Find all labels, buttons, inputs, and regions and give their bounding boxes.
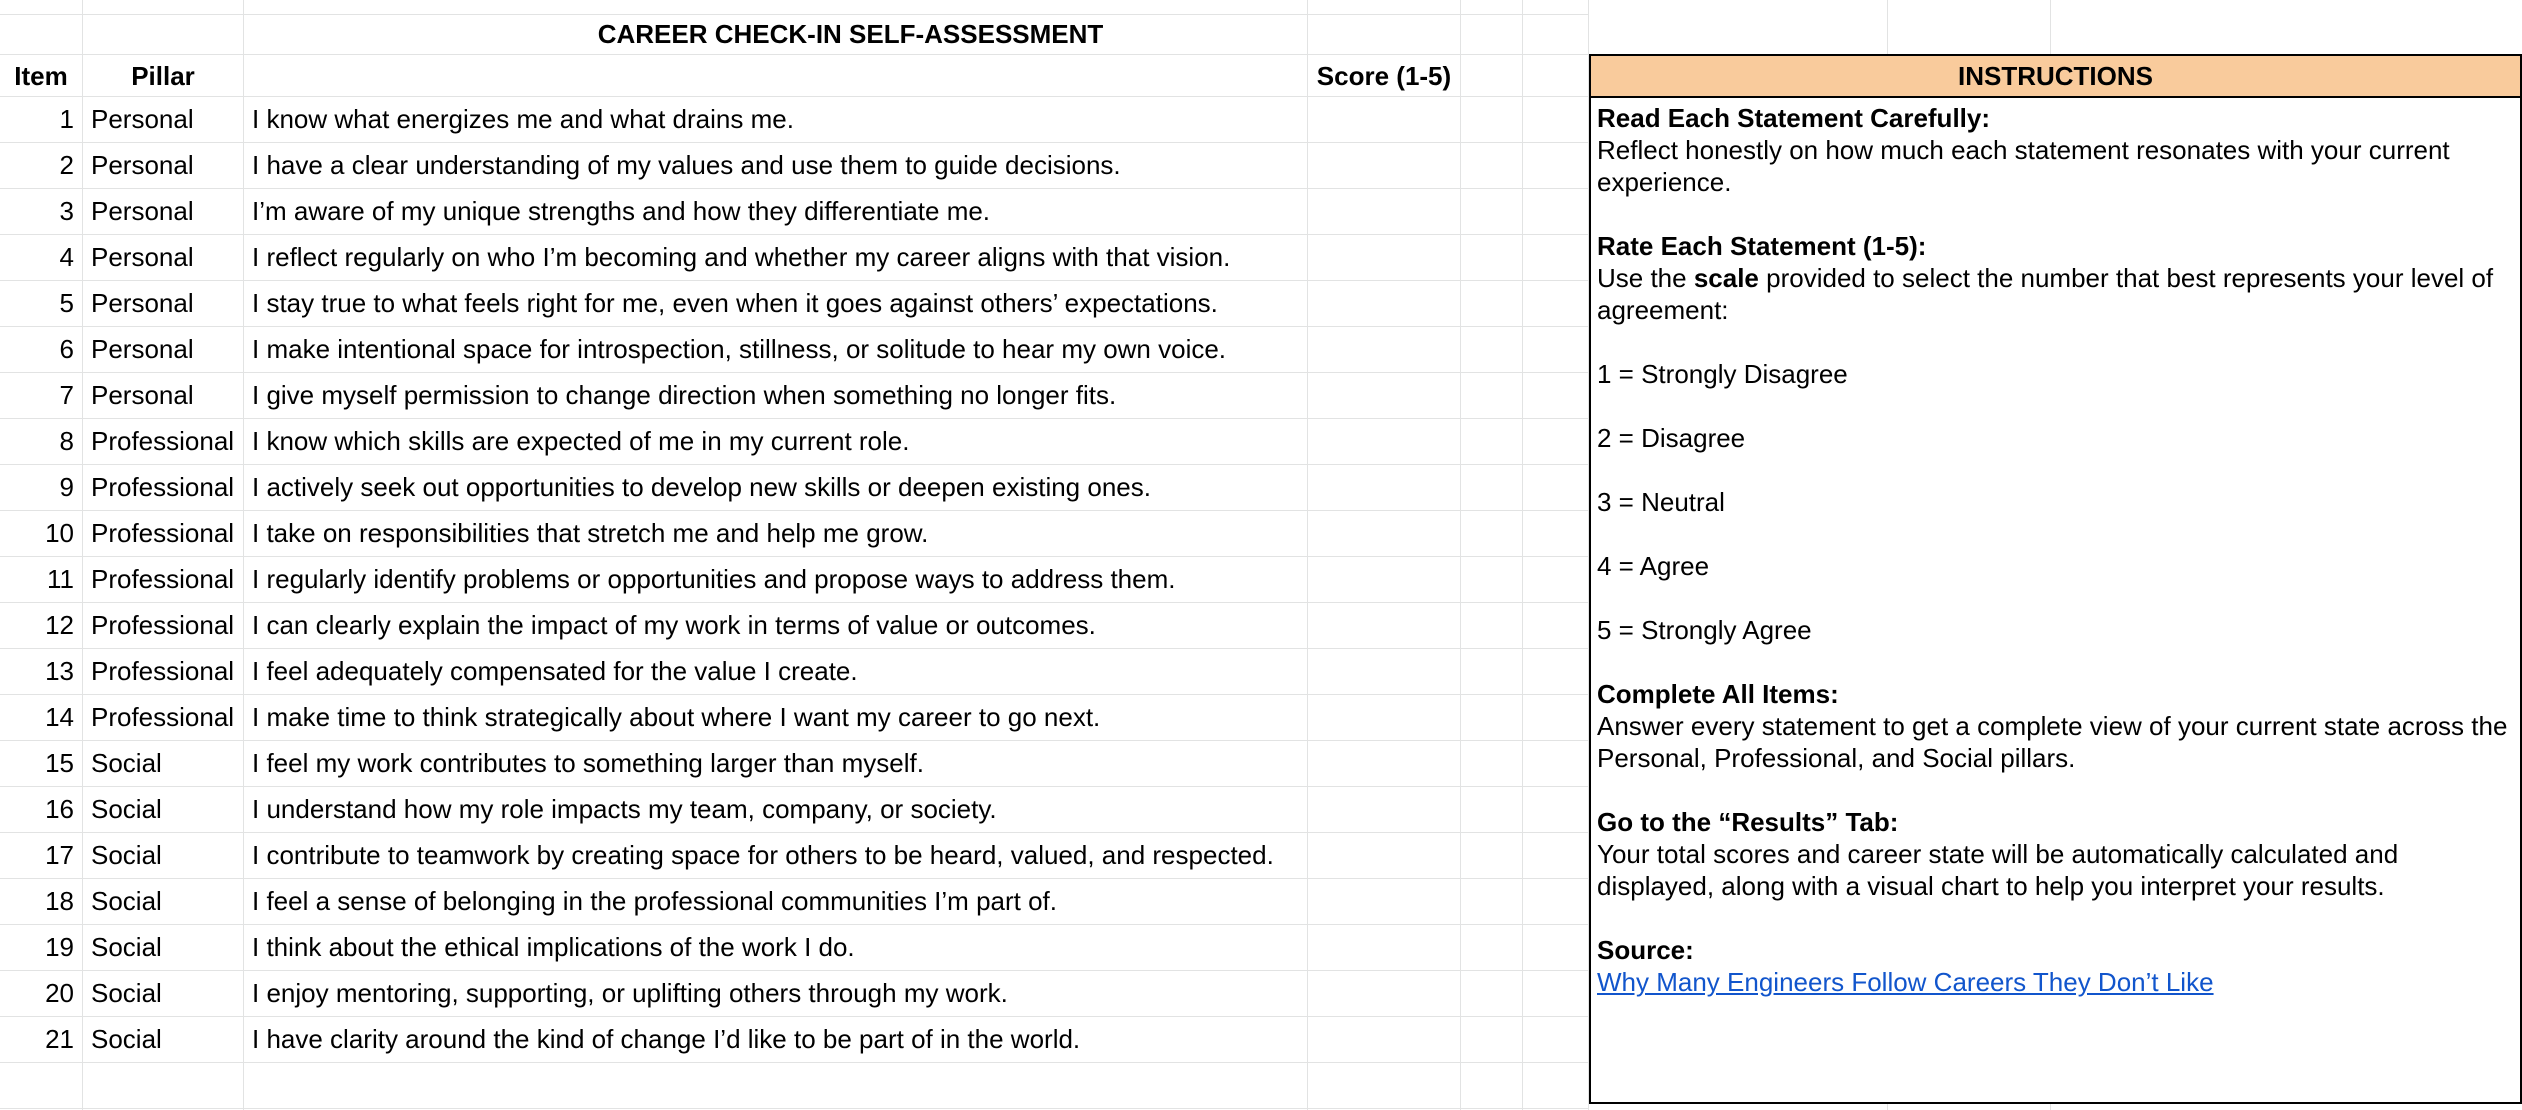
grid-row-line bbox=[0, 970, 1588, 971]
statement-cell[interactable]: I can clearly explain the impact of my work in terms of value or outcomes. bbox=[252, 610, 1096, 640]
pillar-cell[interactable]: Social bbox=[91, 978, 162, 1008]
score-cell[interactable] bbox=[1308, 290, 1460, 326]
grid-row-line bbox=[0, 740, 1588, 741]
scale-1: 1 = Strongly Disagree bbox=[1597, 359, 1848, 389]
statement-cell[interactable]: I reflect regularly on who I’m becoming and whether my career aligns with that vision. bbox=[252, 242, 1231, 272]
item-number[interactable]: 19 bbox=[45, 932, 74, 962]
complete-text: Answer every statement to get a complete view of your current state across the Personal, Professional, and Social pillars. bbox=[1597, 711, 2508, 773]
grid-row-line bbox=[0, 418, 1588, 419]
source-heading: Source: bbox=[1597, 935, 1694, 965]
item-number[interactable]: 10 bbox=[45, 518, 74, 548]
pillar-cell[interactable]: Personal bbox=[91, 334, 194, 364]
grid-row-line bbox=[0, 1108, 1588, 1109]
header-score[interactable]: Score (1-5) bbox=[1316, 61, 1452, 91]
statement-cell[interactable]: I give myself permission to change direction when something no longer fits. bbox=[252, 380, 1117, 410]
score-cell[interactable] bbox=[1308, 980, 1460, 1016]
score-cell[interactable] bbox=[1308, 244, 1460, 280]
item-number[interactable]: 3 bbox=[59, 196, 74, 226]
pillar-cell[interactable]: Social bbox=[91, 932, 162, 962]
statement-cell[interactable]: I contribute to teamwork by creating space for others to be heard, valued, and respected. bbox=[252, 840, 1274, 870]
item-number[interactable]: 11 bbox=[47, 564, 74, 594]
item-number[interactable]: 16 bbox=[45, 794, 74, 824]
grid-row-line bbox=[0, 280, 1588, 281]
score-cell[interactable] bbox=[1308, 796, 1460, 832]
statement-cell[interactable]: I make intentional space for introspection, stillness, or solitude to hear my own voice. bbox=[252, 334, 1227, 364]
statement-cell[interactable]: I have a clear understanding of my values and use them to guide decisions. bbox=[252, 150, 1121, 180]
pillar-cell[interactable]: Professional bbox=[91, 702, 235, 732]
read-text: Reflect honestly on how much each statement resonates with your current experience. bbox=[1597, 135, 2450, 197]
statement-cell[interactable]: I have clarity around the kind of change I’d like to be part of in the world. bbox=[252, 1024, 1081, 1054]
sheet-title: CAREER CHECK-IN SELF-ASSESSMENT bbox=[597, 19, 1104, 49]
item-number[interactable]: 1 bbox=[59, 104, 74, 134]
grid-row-line bbox=[0, 234, 1588, 235]
score-cell[interactable] bbox=[1308, 934, 1460, 970]
pillar-cell[interactable]: Professional bbox=[91, 564, 235, 594]
instructions-header: INSTRUCTIONS bbox=[1591, 56, 2520, 98]
grid-row-line bbox=[0, 786, 1588, 787]
pillar-cell[interactable]: Social bbox=[91, 886, 162, 916]
pillar-cell[interactable]: Professional bbox=[91, 656, 235, 686]
statement-cell[interactable]: I actively seek out opportunities to develop new skills or deepen existing ones. bbox=[252, 472, 1151, 502]
statement-cell[interactable]: I understand how my role impacts my team, company, or society. bbox=[252, 794, 997, 824]
grid-row-line bbox=[0, 1016, 1588, 1017]
statement-cell[interactable]: I feel adequately compensated for the value I create. bbox=[252, 656, 858, 686]
statement-cell[interactable]: I’m aware of my unique strengths and how they differentiate me. bbox=[252, 196, 991, 226]
grid-row-line bbox=[0, 648, 1588, 649]
pillar-cell[interactable]: Personal bbox=[91, 288, 194, 318]
score-cell[interactable] bbox=[1308, 1026, 1460, 1062]
grid-row-line bbox=[0, 188, 1588, 189]
pillar-cell[interactable]: Social bbox=[91, 794, 162, 824]
pillar-cell[interactable]: Social bbox=[91, 840, 162, 870]
grid-row-line bbox=[0, 832, 1588, 833]
grid-row-line bbox=[0, 14, 1588, 15]
statement-cell[interactable]: I enjoy mentoring, supporting, or uplifting others through my work. bbox=[252, 978, 1008, 1008]
header-item[interactable]: Item bbox=[14, 61, 68, 91]
item-number[interactable]: 7 bbox=[59, 380, 74, 410]
item-number[interactable]: 5 bbox=[59, 288, 74, 318]
rate-text-pre: Use the bbox=[1597, 263, 1694, 293]
score-cell[interactable] bbox=[1308, 474, 1460, 510]
item-number[interactable]: 2 bbox=[59, 150, 74, 180]
item-number[interactable]: 13 bbox=[45, 656, 74, 686]
header-statement[interactable] bbox=[244, 60, 1307, 92]
grid-row-line bbox=[0, 510, 1588, 511]
grid-row-line bbox=[0, 96, 1588, 97]
grid-row-line bbox=[0, 326, 1588, 327]
item-number[interactable]: 6 bbox=[59, 334, 74, 364]
statement-cell[interactable]: I feel a sense of belonging in the professional communities I’m part of. bbox=[252, 886, 1057, 916]
grid-row-line bbox=[0, 464, 1588, 465]
grid-column-line bbox=[1460, 0, 1461, 1110]
item-number[interactable]: 18 bbox=[45, 886, 74, 916]
instructions-panel[interactable] bbox=[1589, 54, 2522, 1104]
statement-cell[interactable]: I feel my work contributes to something larger than myself. bbox=[252, 748, 924, 778]
read-heading: Read Each Statement Carefully: bbox=[1597, 103, 1991, 133]
score-cell[interactable] bbox=[1308, 704, 1460, 740]
pillar-cell[interactable]: Professional bbox=[91, 426, 235, 456]
pillar-cell[interactable]: Personal bbox=[91, 380, 194, 410]
complete-heading: Complete All Items: bbox=[1597, 679, 1839, 709]
scale-3: 3 = Neutral bbox=[1597, 487, 1725, 517]
scale-5: 5 = Strongly Agree bbox=[1597, 615, 1812, 645]
grid-row-line bbox=[0, 694, 1588, 695]
header-pillar[interactable]: Pillar bbox=[131, 61, 195, 91]
score-cell[interactable] bbox=[1308, 612, 1460, 648]
results-text: Your total scores and career state will be automatically calculated and displayed, along with a visual chart to help you interpret your results. bbox=[1597, 839, 2399, 901]
results-heading: Go to the “Results” Tab: bbox=[1597, 807, 1899, 837]
scale-2: 2 = Disagree bbox=[1597, 423, 1746, 453]
pillar-cell[interactable]: Professional bbox=[91, 518, 235, 548]
item-number[interactable]: 15 bbox=[45, 748, 74, 778]
grid-row-line bbox=[0, 556, 1588, 557]
item-number[interactable]: 20 bbox=[45, 978, 74, 1008]
pillar-cell[interactable]: Social bbox=[91, 748, 162, 778]
scale-4: 4 = Agree bbox=[1597, 551, 1710, 581]
pillar-cell[interactable]: Personal bbox=[91, 242, 194, 272]
item-number[interactable]: 14 bbox=[45, 702, 74, 732]
statement-cell[interactable]: I take on responsibilities that stretch me and help me grow. bbox=[252, 518, 929, 548]
pillar-cell[interactable]: Professional bbox=[91, 610, 235, 640]
statement-cell[interactable]: I know what energizes me and what drains me. bbox=[252, 104, 794, 134]
score-cell[interactable] bbox=[1308, 106, 1460, 142]
rate-heading: Rate Each Statement (1-5): bbox=[1597, 231, 1927, 261]
score-cell[interactable] bbox=[1308, 336, 1460, 372]
score-cell[interactable] bbox=[1308, 888, 1460, 924]
statement-cell[interactable]: I think about the ethical implications of the work I do. bbox=[252, 932, 855, 962]
item-number[interactable]: 12 bbox=[45, 610, 74, 640]
grid-row-line bbox=[0, 54, 1588, 55]
score-cell[interactable] bbox=[1308, 566, 1460, 602]
item-number[interactable]: 21 bbox=[45, 1024, 74, 1054]
score-cell[interactable] bbox=[1308, 198, 1460, 234]
grid-row-line bbox=[0, 372, 1588, 373]
statement-cell[interactable]: I know which skills are expected of me in my current role. bbox=[252, 426, 910, 456]
score-cell[interactable] bbox=[1308, 842, 1460, 878]
score-cell[interactable] bbox=[1308, 382, 1460, 418]
rate-text-post: provided to select the number that best represents your level of agreement: bbox=[1597, 263, 2494, 325]
grid-column-line bbox=[1522, 0, 1523, 1110]
grid-row-line bbox=[0, 142, 1588, 143]
score-cell[interactable] bbox=[1308, 428, 1460, 464]
grid-row-line bbox=[0, 878, 1588, 879]
score-cell[interactable] bbox=[1308, 750, 1460, 786]
grid-row-line bbox=[0, 1062, 1588, 1063]
pillar-cell[interactable]: Social bbox=[91, 1024, 162, 1054]
pillar-cell[interactable]: Personal bbox=[91, 150, 194, 180]
score-cell[interactable] bbox=[1308, 520, 1460, 556]
item-number[interactable]: 4 bbox=[59, 242, 74, 272]
statement-cell[interactable]: I stay true to what feels right for me, even when it goes against others’ expectations. bbox=[252, 288, 1218, 318]
grid-row-line bbox=[0, 602, 1588, 603]
statement-cell[interactable]: I regularly identify problems or opportunities and propose ways to address them. bbox=[252, 564, 1176, 594]
pillar-cell[interactable]: Personal bbox=[91, 104, 194, 134]
rate-text-bold: scale bbox=[1693, 263, 1759, 293]
item-number[interactable]: 17 bbox=[45, 840, 74, 870]
pillar-cell[interactable]: Personal bbox=[91, 196, 194, 226]
pillar-cell[interactable]: Professional bbox=[91, 472, 235, 502]
statement-cell[interactable]: I make time to think strategically about where I want my career to go next. bbox=[252, 702, 1101, 732]
item-number[interactable]: 9 bbox=[59, 472, 74, 502]
grid-row-line bbox=[0, 924, 1588, 925]
item-number[interactable]: 8 bbox=[59, 426, 74, 456]
score-cell[interactable] bbox=[1308, 658, 1460, 694]
score-cell[interactable] bbox=[1308, 152, 1460, 188]
source-link[interactable]: Why Many Engineers Follow Careers They Don’t Like bbox=[1597, 967, 2214, 997]
